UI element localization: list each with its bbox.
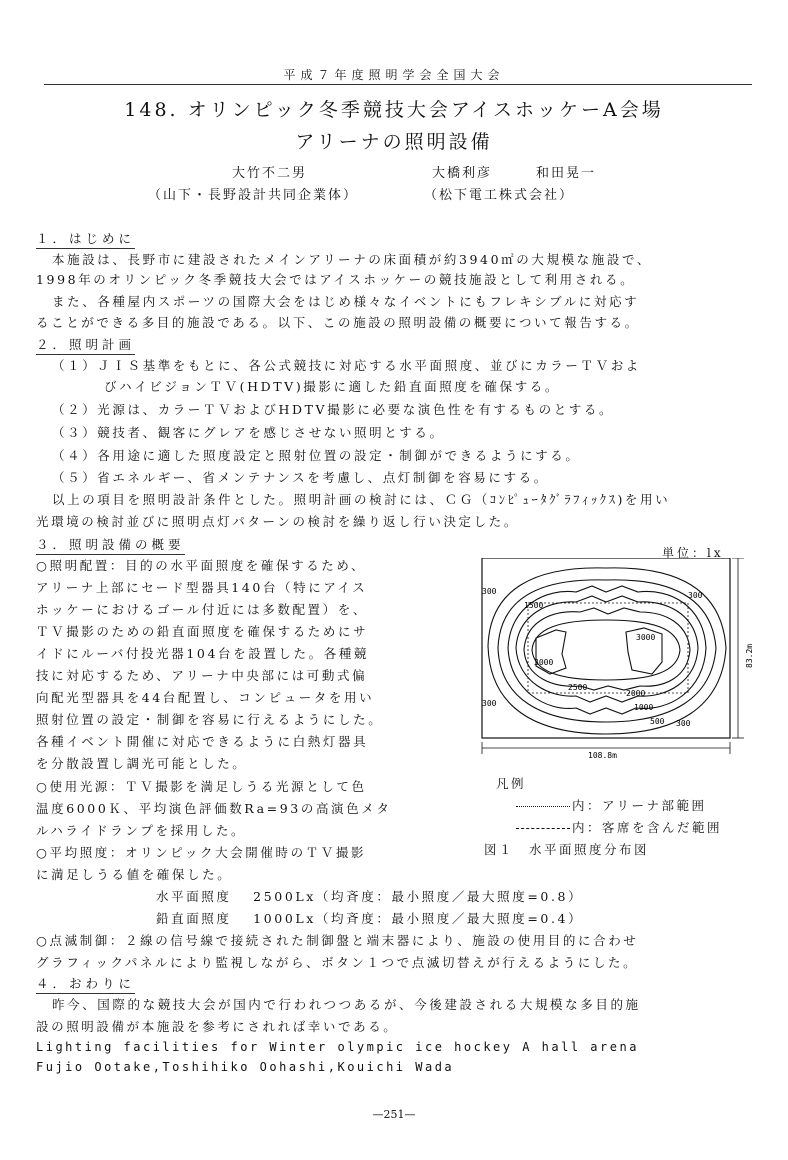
horizontal-illuminance: 水平面照度 2500Lx（均斉度：最小照度／最大照度=0.8） [156, 889, 584, 904]
paragraph-line: ることができる多目的施設である。以下、この施設の照明設備の概要について報告する。 [36, 315, 640, 330]
paragraph-line: ○照明配置：目的の水平面照度を確保するため、 [36, 558, 367, 573]
list-item: （５）省エネルギー、省メンテナンスを考慮し、点灯制御を容易にする。 [52, 470, 549, 485]
width-label: 108.8m [588, 751, 617, 760]
paragraph-line: ＴＶ撮影のための鉛直面照度を確保するためにサ [36, 624, 369, 639]
paragraph-line: 設の照明設備が本施設を参考にされれば幸いである。 [36, 1019, 399, 1034]
unit-label: 単位：lx [662, 546, 724, 560]
paragraph-line: 昨今、国際的な競技大会が国内で行われつつあるが、今後建設される大規模な多目的施 [52, 997, 641, 1012]
paragraph-line: 照射位置の設定・制御を容易に行えるようにした。 [36, 712, 384, 727]
paragraph-line: 技に対応するため、アリーナ中央部には可動式偏 [36, 668, 368, 683]
list-item-continuation: びハイビジョンＴＶ(HDTV)撮影に適した鉛直面照度を確保する。 [104, 379, 560, 394]
paragraph-line: ○平均照度：オリンピック大会開催時のＴＶ撮影 [36, 845, 367, 860]
legend-arena: 内：アリーナ部範囲 [572, 798, 707, 813]
section-1-heading: １．はじめに [36, 229, 135, 249]
affiliation-1: （山下・長野設計共同企業体） [148, 188, 359, 203]
contour-diagram [476, 558, 776, 798]
list-item: （１）ＪＩＳ基準をもとに、各公式競技に対応する水平面照度、並びにカラーＴＶおよ [52, 358, 641, 373]
contour-label: 300 [482, 699, 497, 708]
paragraph-line: を分散設置し調光可能とした。 [36, 756, 248, 771]
paragraph-line: に満足しうる値を確保した。 [36, 867, 233, 882]
contour-label: 300 [482, 587, 497, 596]
contour-label: 500 [650, 717, 665, 726]
contour-label: 2000 [626, 689, 646, 698]
list-item: （４）各用途に適した照度設定と照射位置の設定・制御ができるようにする。 [52, 448, 581, 463]
figure-caption: 図１ 水平面照度分布図 [484, 842, 650, 857]
contour-3000-left [536, 630, 566, 674]
header-rule [44, 84, 752, 85]
list-item: （２）光源は、カラーＴＶおよびHDTV撮影に必要な演色性を有するものとする。 [52, 402, 615, 417]
paragraph-line: 1998年のオリンピック冬季競技大会ではアイスホッケーの競技施設として利用される。 [36, 272, 636, 287]
paper-title-line-2: アリーナの照明設備 [295, 131, 493, 153]
contour-label: 3000 [534, 658, 554, 667]
affiliation-2: （松下電工株式会社） [424, 188, 575, 203]
paragraph-line: 光環境の検討並びに照明点灯パターンの検討を繰り返し行い決定した。 [36, 514, 519, 529]
legend-dotted-line [516, 806, 570, 807]
section-4-heading: ４．おわりに [36, 974, 135, 994]
height-label: 83.2m [745, 643, 754, 668]
vertical-illuminance: 鉛直面照度 1000Lx（均斉度：最小照度／最大照度=0.4） [156, 911, 584, 926]
author-1: 大竹不二男 [232, 166, 308, 181]
paragraph-line: ○点滅制御：２線の信号線で接続された制御盤と端末器により、施設の使用目的に合わせ [36, 933, 639, 948]
paragraph-line: ルハライドランプを採用した。 [36, 823, 247, 838]
english-authors: Fujio Ootake,Toshihiko Oohashi,Kouichi Wada [36, 1060, 455, 1074]
list-item: （３）競技者、観客にグレアを感じさせない照明とする。 [52, 425, 445, 440]
legend-title: 凡例 [496, 776, 527, 791]
paragraph-line: イドにルーバ付投光器104台を設置した。各種競 [36, 646, 370, 661]
contour-label: 2500 [568, 683, 588, 692]
conference-header: 平成７年度照明学会全国大会 [283, 68, 505, 82]
illuminance-distribution-figure [476, 544, 776, 864]
english-title: Lighting facilities for Winter olympic ice hockey A hall arena [36, 1040, 639, 1054]
paragraph-line: 本施設は、長野市に建設されたメインアリーナの床面積が約3940㎡の大規模な施設で、 [52, 252, 652, 267]
contour-label: 300 [676, 719, 691, 728]
paragraph-line: 温度6000Ｋ、平均演色評価数Ra=93の高演色メタ [36, 801, 392, 816]
contour-label: 1000 [634, 703, 654, 712]
section-3-heading: ３．照明設備の概要 [36, 535, 185, 555]
contour-2500 [532, 620, 680, 680]
paragraph-line: また、各種屋内スポーツの国際大会をはじめ様々なイベントにもフレキシブルに対応す [52, 294, 640, 309]
author-2: 大橋利彦 [432, 166, 493, 181]
contour-label: 300 [688, 591, 703, 600]
legend-seating: 内：客席を含んだ範囲 [572, 820, 723, 835]
paragraph-line: 向配光型器具を44台配置し、コンピュータを用い [36, 690, 375, 705]
paragraph-line: アリーナ上部にセード型器具140台（特にアイス [36, 580, 368, 595]
contour-label: 1500 [524, 601, 544, 610]
section-2-heading: ２．照明計画 [36, 335, 135, 355]
paragraph-line: 各種イベント開催に対応できるように白熱灯器具 [36, 734, 369, 749]
paragraph-line: ホッケーにおけるゴール付近には多数配置）を、 [36, 602, 368, 617]
paragraph-line: 以上の項目を照明設計条件とした。照明計画の検討には、ＣＧ（ｺﾝﾋﾟｭｰﾀｸﾞﾗﾌｨｯｸｽ)を用い [52, 492, 671, 507]
page-number: —251— [372, 1108, 416, 1121]
paragraph-line: ○使用光源：ＴＶ撮影を満足しうる光源として色 [36, 779, 367, 794]
contour-label: 3000 [636, 633, 656, 642]
paragraph-line: グラフィックパネルにより監視しながら、ボタン１つで点滅切替えが行えるようにした。 [36, 955, 639, 970]
paper-title-line-1: 148. オリンピック冬季競技大会アイスホッケーA会場 [124, 99, 664, 121]
legend-dashed-line [516, 828, 570, 829]
author-3: 和田晃一 [536, 166, 597, 181]
